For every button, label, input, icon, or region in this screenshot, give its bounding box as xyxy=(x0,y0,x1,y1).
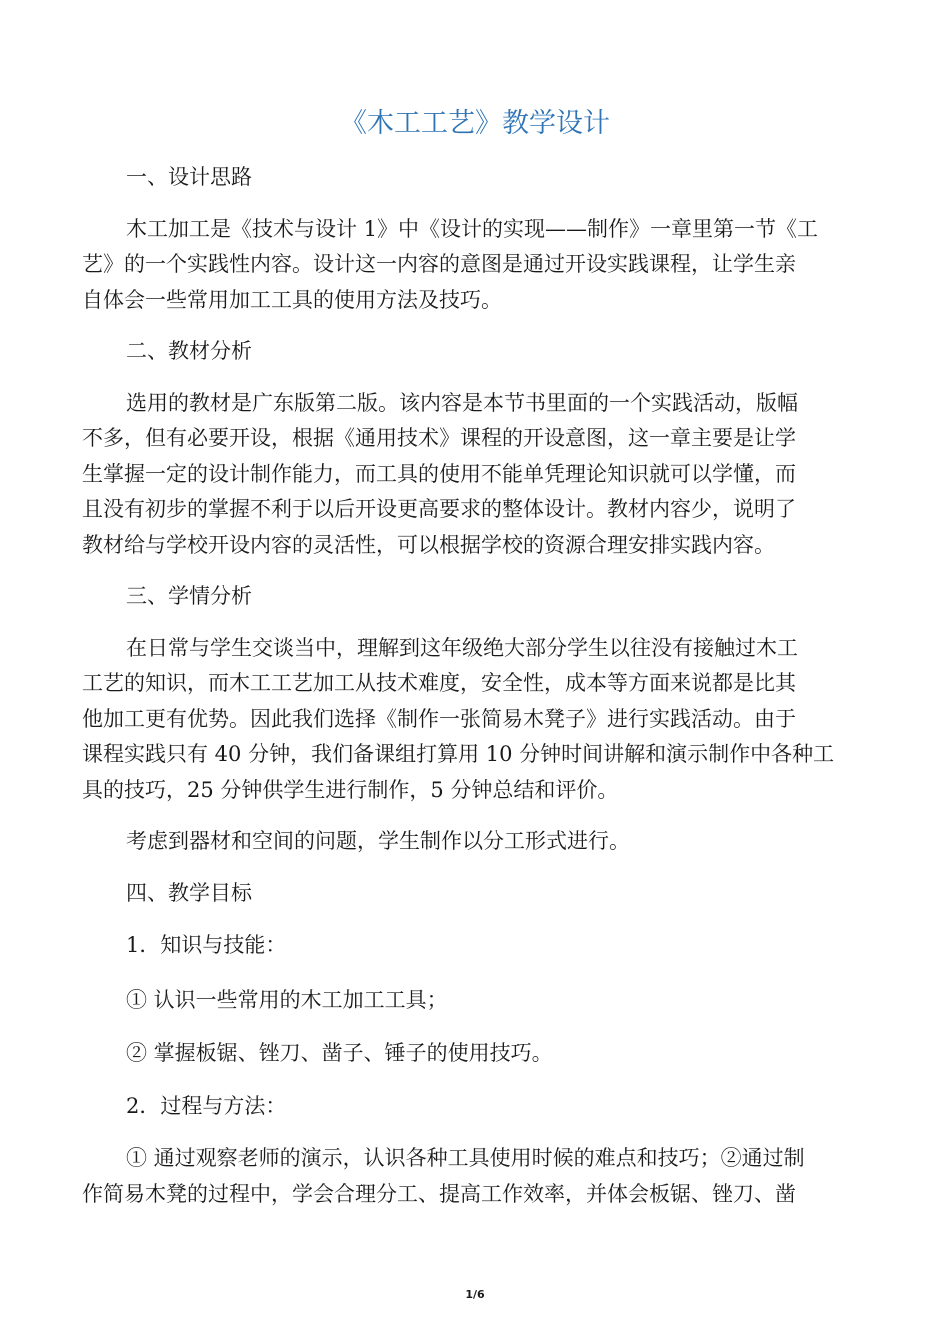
paragraph-line: 艺》的一个实践性内容。设计这一内容的意图是通过开设实践课程，让学生亲 xyxy=(82,252,796,276)
paragraph-line: 自体会一些常用加工工具的使用方法及技巧。 xyxy=(82,288,502,312)
subheading-process-methods: 2．过程与方法： xyxy=(126,1094,287,1118)
paragraph-line: 在日常与学生交谈当中，理解到这年级绝大部分学生以往没有接触过木工 xyxy=(126,636,798,660)
section-heading-textbook-analysis: 二、教材分析 xyxy=(126,339,252,363)
list-item: ① 通过观察老师的演示，认识各种工具使用时候的难点和技巧；②通过制 xyxy=(126,1146,805,1170)
list-item: ② 掌握板锯、锉刀、凿子、锤子的使用技巧。 xyxy=(126,1041,553,1065)
section-heading-design-idea: 一、设计思路 xyxy=(126,165,252,189)
paragraph-line: 生掌握一定的设计制作能力，而工具的使用不能单凭理论知识就可以学懂，而 xyxy=(82,462,796,486)
paragraph-line: 课程实践只有 40 分钟，我们备课组打算用 10 分钟时间讲解和演示制作中各种工 xyxy=(82,742,835,766)
list-item: ① 认识一些常用的木工加工工具； xyxy=(126,988,448,1012)
paragraph-line: 教材给与学校开设内容的灵活性，可以根据学校的资源合理安排实践内容。 xyxy=(82,533,775,557)
paragraph-line: 且没有初步的掌握不利于以后开设更高要求的整体设计。教材内容少，说明了 xyxy=(82,497,796,521)
paragraph-line: 考虑到器材和空间的问题，学生制作以分工形式进行。 xyxy=(126,829,630,853)
section-heading-teaching-goals: 四、教学目标 xyxy=(126,881,252,905)
paragraph-line: 作简易木凳的过程中，学会合理分工、提高工作效率，并体会板锯、锉刀、凿 xyxy=(82,1182,796,1206)
document-title: 《木工工艺》教学设计 xyxy=(340,108,610,139)
subheading-knowledge-skills: 1．知识与技能： xyxy=(126,933,287,957)
paragraph-line: 木工加工是《技术与设计 1》中《设计的实现——制作》一章里第一节《工 xyxy=(126,217,819,241)
paragraph-line: 选用的教材是广东版第二版。该内容是本节书里面的一个实践活动，版幅 xyxy=(126,391,798,415)
section-heading-student-analysis: 三、学情分析 xyxy=(126,584,252,608)
paragraph-line: 具的技巧，25 分钟供学生进行制作，5 分钟总结和评价。 xyxy=(82,778,619,802)
paragraph-line: 工艺的知识，而木工工艺加工从技术难度，安全性，成本等方面来说都是比其 xyxy=(82,671,796,695)
page-number: 1/6 xyxy=(465,1288,485,1301)
paragraph-line: 不多，但有必要开设，根据《通用技术》课程的开设意图，这一章主要是让学 xyxy=(82,426,796,450)
paragraph-line: 他加工更有优势。因此我们选择《制作一张简易木凳子》进行实践活动。由于 xyxy=(82,707,796,731)
